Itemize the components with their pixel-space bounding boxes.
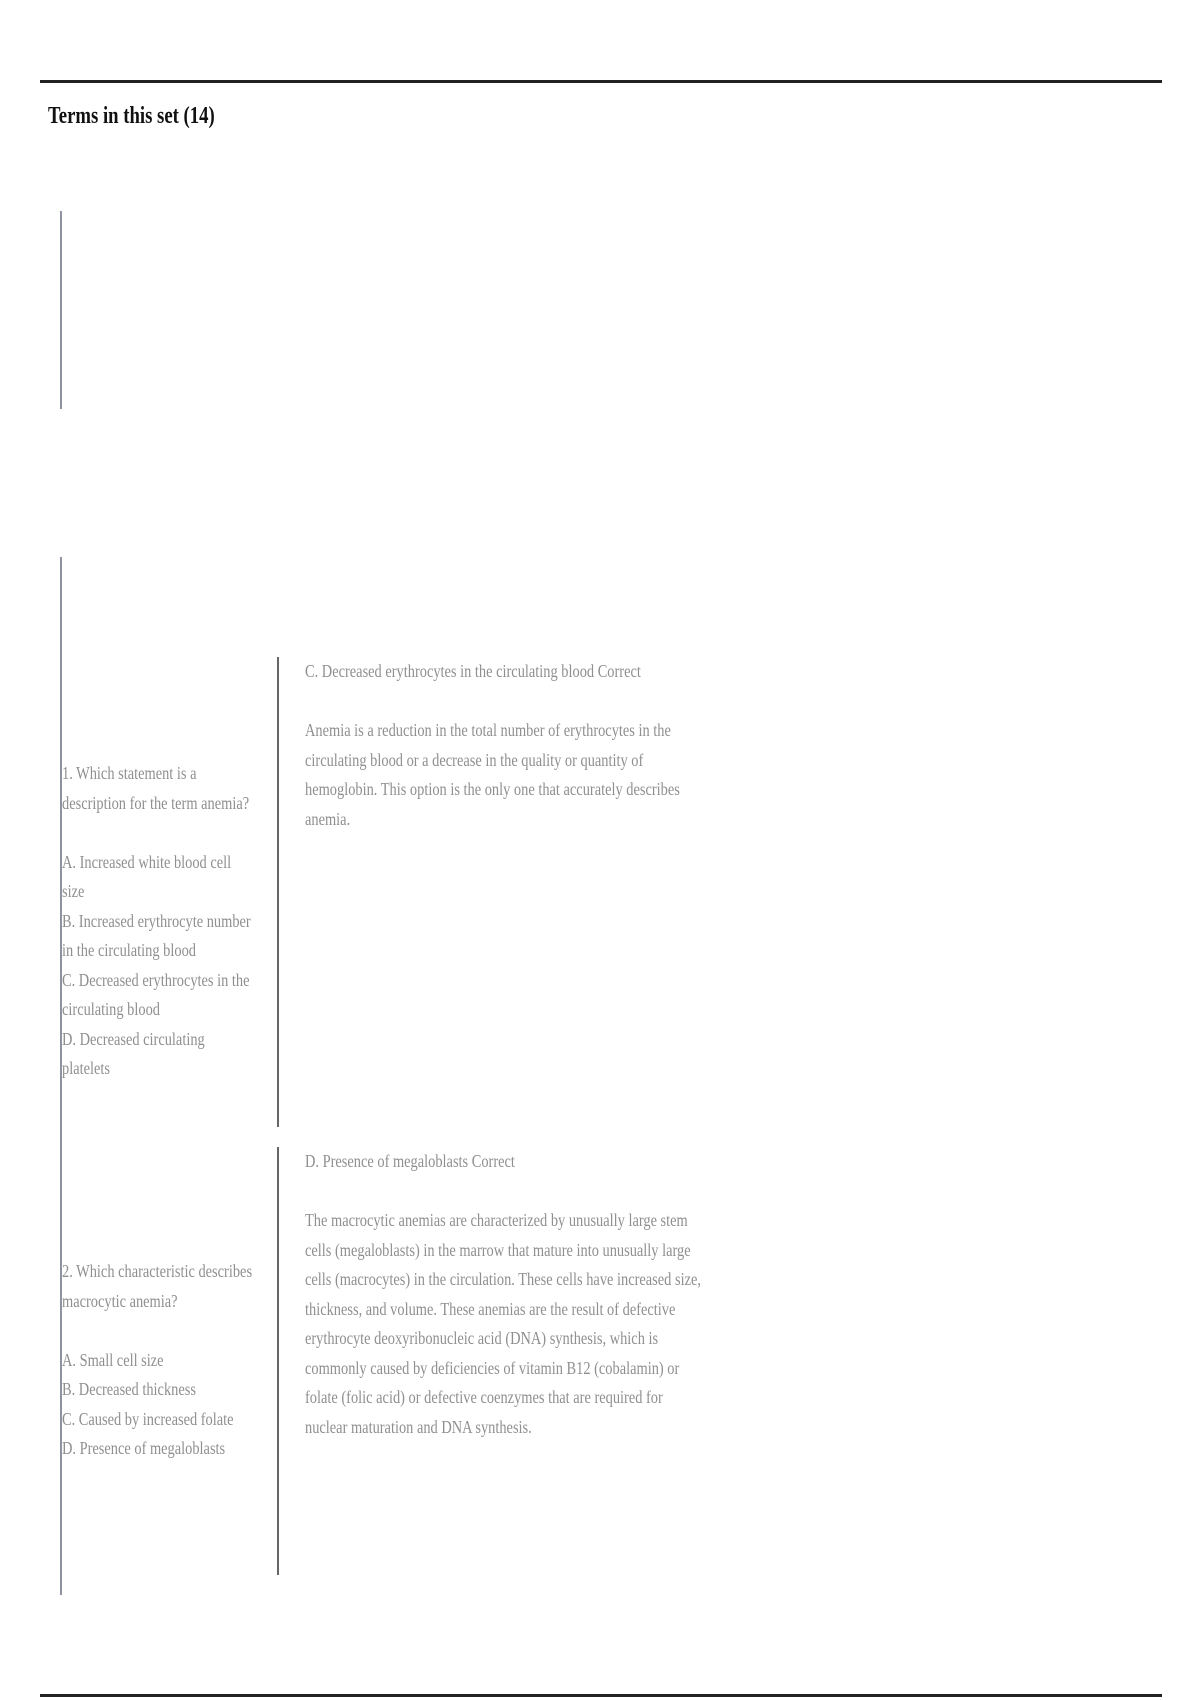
term-question: 2. Which characteristic describes macrocytic anemia? xyxy=(62,1261,253,1311)
definition-explanation: Anemia is a reduction in the total number of erythrocytes in the circulating blood or a decrease in the quality or quantity of hemoglobin. This option is the only one that accurately describes anemia. xyxy=(305,720,680,829)
definition-answer: C. Decreased erythrocytes in the circulating blood Correct xyxy=(305,661,641,681)
definition-card-1 xyxy=(305,657,703,834)
term-card-1 xyxy=(62,759,254,1084)
term-option: C. Decreased erythrocytes in the circulating blood xyxy=(62,969,250,1019)
bottom-divider xyxy=(40,1694,1162,1697)
term-option: A. Increased white blood cell size xyxy=(62,851,232,901)
term-options xyxy=(62,848,254,1084)
term-option: D. Presence of megaloblasts xyxy=(62,1438,226,1458)
term-question: 1. Which statement is a description for the term anemia? xyxy=(62,763,250,813)
term-options xyxy=(62,1346,254,1464)
terms-heading: Terms in this set (14) xyxy=(48,103,215,129)
term-option: B. Decreased thickness xyxy=(62,1379,196,1399)
definition-explanation: The macrocytic anemias are characterized by unusually large stem cells (megaloblasts) in the marrow that mature into unusually large cells (macrocytes) in the circulation. These cells have increased size, thickness, and volume. These anemias are the result of defective erythrocyte deoxyribonucleic acid (DNA) synthesis, which is commonly caused by deficiencies of vitamin B12 (cobalamin) or folate (folic acid) or defective coenzymes that are required for nuclear maturation and DNA synthesis. xyxy=(305,1210,701,1437)
term-definition-divider xyxy=(277,657,279,1127)
image-placeholder-bar xyxy=(60,211,62,409)
definition-answer: D. Presence of megaloblasts Correct xyxy=(305,1151,515,1171)
definition-card-2 xyxy=(305,1147,703,1442)
term-option: A. Small cell size xyxy=(62,1349,164,1370)
term-option: D. Decreased circulating platelets xyxy=(62,1028,205,1078)
term-option: B. Increased erythrocyte number in the circulating blood xyxy=(62,910,251,960)
top-divider xyxy=(40,80,1162,83)
term-card-2 xyxy=(62,1257,254,1464)
term-definition-divider xyxy=(277,1147,279,1575)
term-option: C. Caused by increased folate xyxy=(62,1408,234,1429)
